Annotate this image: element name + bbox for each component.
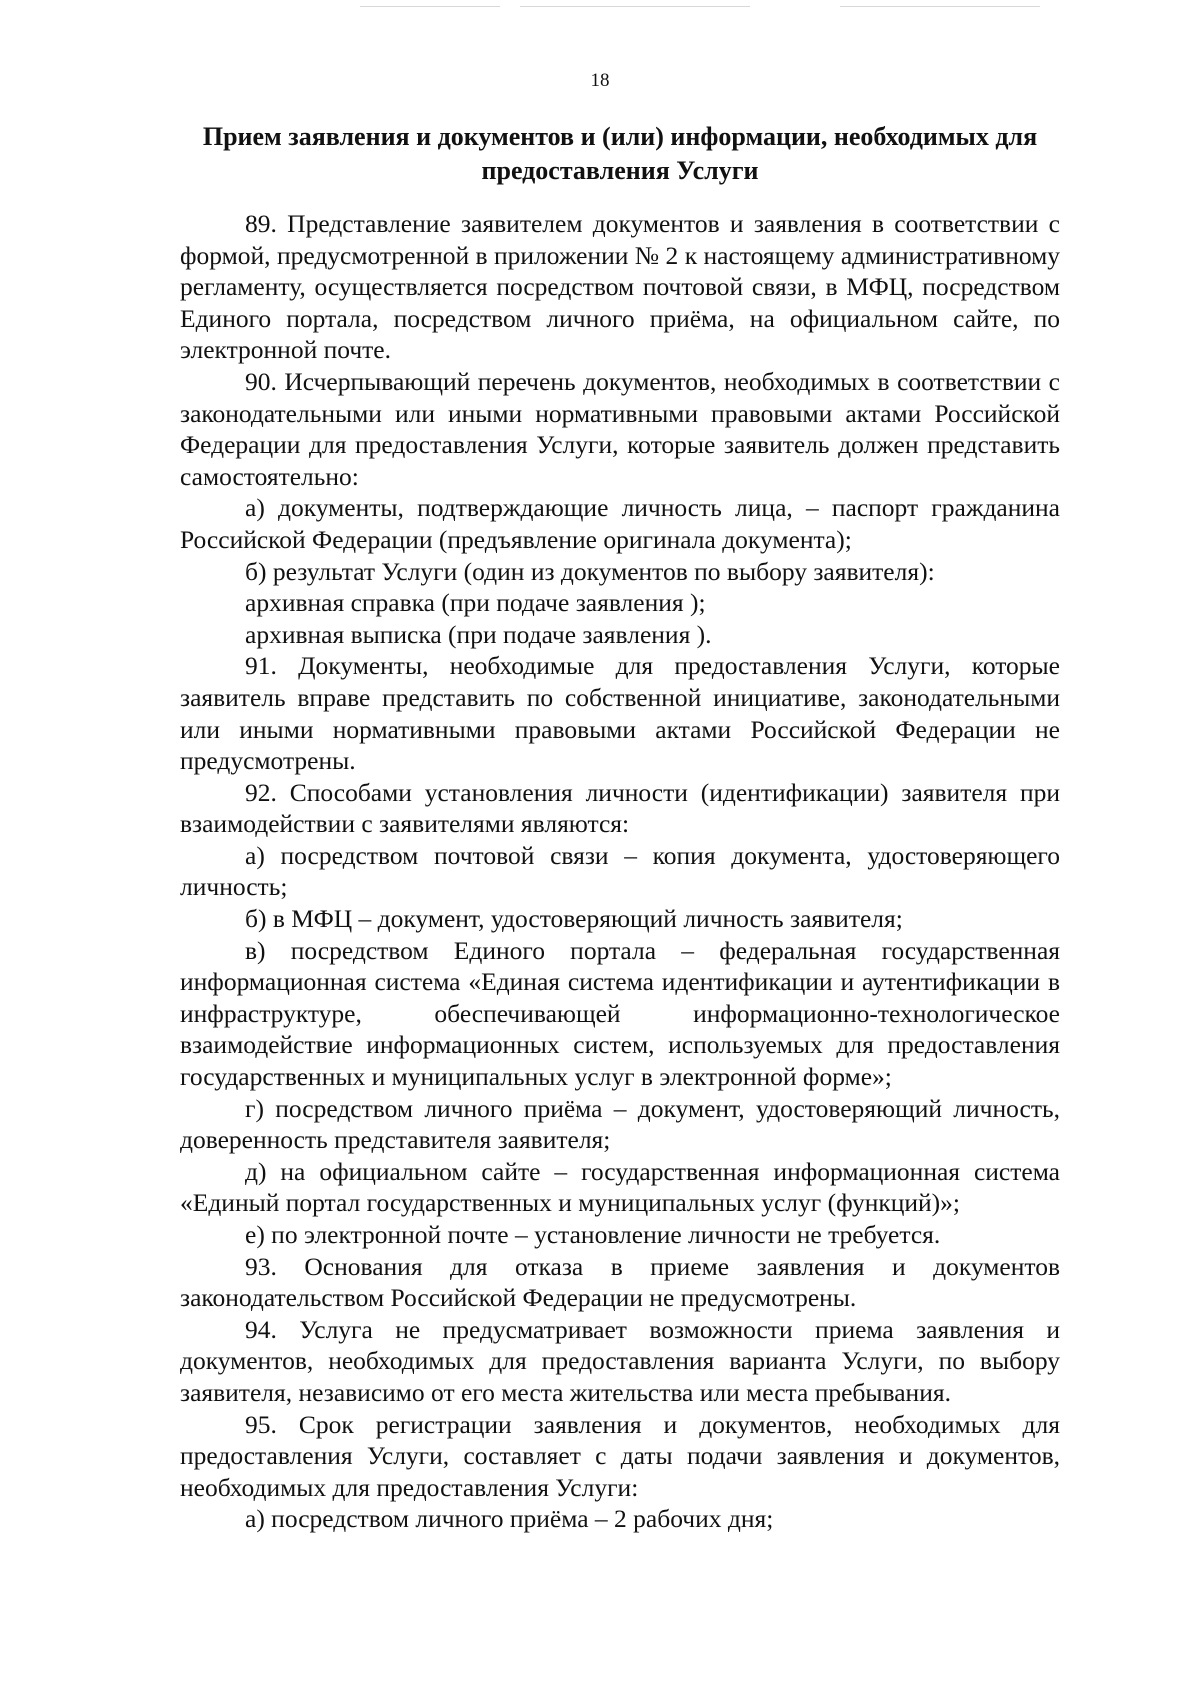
paragraph-94: 94. Услуга не предусматривает возможности приема заявления и документов, необходимых для предоставления варианта Услуги, по выбору заявителя, независимо от его места жительства или места пребывания. bbox=[180, 1314, 1060, 1407]
list-item-archive-extract: архивная выписка (при подаче заявления ). bbox=[245, 619, 712, 649]
paragraph-91: 91. Документы, необходимые для предоставления Услуги, которые заявитель вправе представить по собственной инициативе, законодательными или иными нормативными правовыми актами Российской Федерации не предусмотрены. bbox=[180, 651, 1060, 776]
paragraph-93: 93. Основания для отказа в приеме заявления и документов законодательством Российской Федерации не предусмотрены. bbox=[180, 1251, 1060, 1313]
paragraph-90-b: б) результат Услуги (один из документов по выбору заявителя): bbox=[245, 556, 935, 586]
paragraph-92: 92. Способами установления личности (идентификации) заявителя при взаимодействии с заявителями являются: bbox=[180, 777, 1060, 839]
paragraph-92-g: г) посредством личного приёма – документ, удостоверяющий личность, доверенность представителя заявителя; bbox=[180, 1093, 1060, 1155]
paragraph-90-a: а) документы, подтверждающие личность лица, – паспорт гражданина Российской Федерации (предъявление оригинала документа); bbox=[180, 493, 1060, 554]
section-heading-line-1: Прием заявления и документов и (или) информации, необходимых для bbox=[202, 122, 1038, 151]
paragraph-92-b: б) в МФЦ – документ, удостоверяющий личность заявителя; bbox=[245, 904, 903, 934]
document-body bbox=[180, 208, 1060, 1535]
paragraph-89: 89. Представление заявителем документов и заявления в соответствии с формой, предусмотренной в приложении № 2 к настоящему административному регламенту, осуществляется посредством почтовой связи, в МФЦ, посредством Единого портала, посредством личного приёма, на официальном сайте, по электронной почте. bbox=[180, 209, 1060, 365]
paragraph-92-d: д) на официальном сайте – государственная информационная система «Единый портал государственных и муниципальных услуг (функций)»; bbox=[180, 1156, 1060, 1218]
paragraph-90: 90. Исчерпывающий перечень документов, необходимых в соответствии с законодательными или иными нормативными правовыми актами Российской Федерации для предоставления Услуги, которые заявитель должен представить самостоятельно: bbox=[180, 366, 1060, 491]
paragraph-92-e: е) по электронной почте – установление личности не требуется. bbox=[245, 1220, 941, 1249]
paragraph-95-a: а) посредством личного приёма – 2 рабочих дня; bbox=[245, 1504, 774, 1534]
paragraph-92-v: в) посредством Единого портала – федеральная государственная информационная система «Единая система идентификации и аутентификации в инфраструктуре, обеспечивающей информационно-технологическое взаимодействие информационных систем, используемых для предоставления государственных и муниципальных услуг в электронной форме»; bbox=[180, 935, 1060, 1092]
paragraph-95: 95. Срок регистрации заявления и документов, необходимых для предоставления Услуги, составляет с даты подачи заявления и документов, необходимых для предоставления Услуги: bbox=[180, 1409, 1060, 1502]
list-item-archive-certificate: архивная справка (при подаче заявления ); bbox=[245, 588, 706, 618]
section-heading bbox=[180, 120, 1060, 188]
scan-artifacts bbox=[0, 0, 1200, 14]
page-number: 18 bbox=[590, 70, 610, 91]
paragraph-92-a: а) посредством почтовой связи – копия документа, удостоверяющего личность; bbox=[180, 840, 1060, 902]
section-heading-line-2: предоставления Услуги bbox=[481, 156, 759, 185]
